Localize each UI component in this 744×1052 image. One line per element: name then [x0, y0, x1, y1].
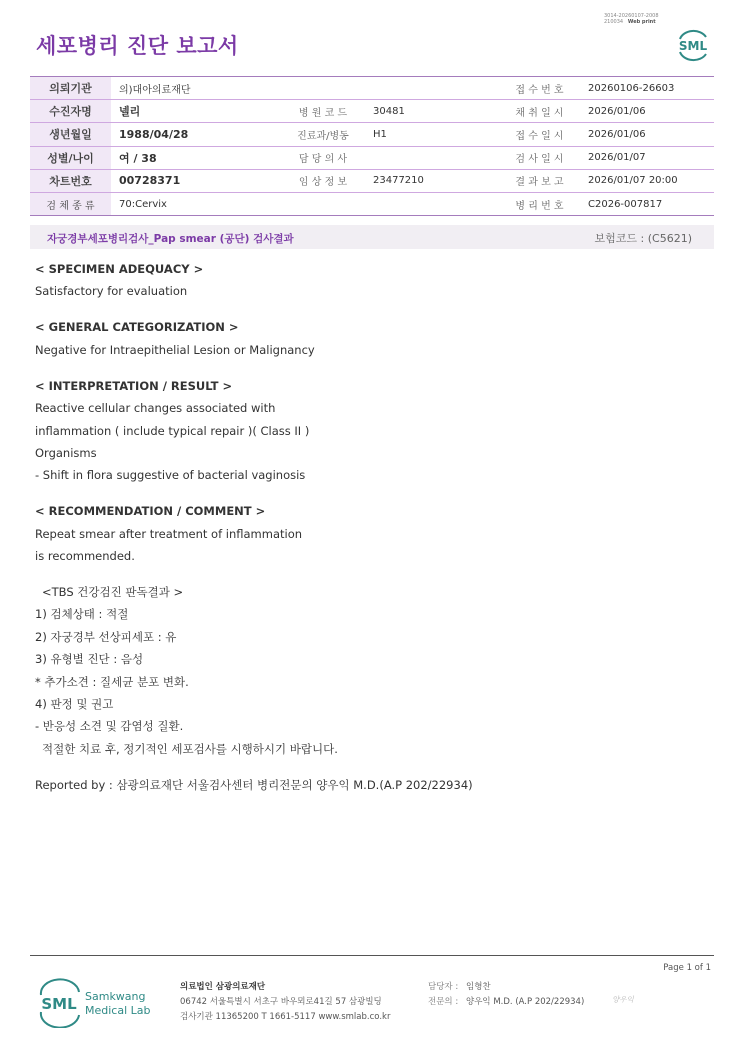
report-title: 세포병리 진단 보고서: [36, 34, 239, 58]
value-specimen-type: 70:Cervix: [111, 192, 281, 215]
tbs-heading: <TBS 건강검진 판독결과 >: [42, 585, 184, 600]
value-sex-age: 여 / 38: [111, 146, 281, 169]
label-birth-date: 생년월일: [30, 123, 111, 146]
adequacy-heading: < SPECIMEN ADEQUACY >: [35, 262, 204, 276]
info-row: [30, 146, 714, 169]
value-empty: [365, 77, 499, 100]
category-text: Negative for Intraepithelial Lesion or Malignancy: [35, 342, 315, 357]
label-receipt-no: 접 수 번 호: [499, 77, 580, 100]
interpretation-heading: < INTERPRETATION / RESULT >: [35, 378, 233, 393]
adequacy-text: Satisfactory for evaluation: [35, 284, 188, 299]
label-sex-age: 성별/나이: [30, 146, 111, 169]
logo-text: SML: [678, 39, 708, 53]
info-row: [30, 169, 714, 192]
tbs-line: 2) 자궁경부 선상피세포 : 유: [35, 629, 177, 644]
footer-brand-line2: Medical Lab: [85, 1004, 151, 1017]
label-pathology-no: 병 리 번 호: [499, 192, 580, 215]
label-patient-name: 수진자명: [30, 100, 111, 123]
web-print-label: Web print: [627, 19, 656, 25]
label-clinical-info: 임 상 정 보: [281, 169, 365, 192]
value-result-report: 2026/01/07 20:00: [580, 169, 714, 192]
value-clinical-info: 23477210: [365, 169, 499, 192]
print-meta-code: 210034: [604, 19, 624, 25]
value-receipt-no: 20260106-26603: [580, 77, 714, 100]
footer-logo-icon: [37, 978, 167, 1028]
value-requester: 의)대아의료재단: [111, 77, 281, 100]
label-department: 진료과/병동: [281, 123, 365, 146]
info-row: [30, 192, 714, 215]
recommendation-heading: < RECOMMENDATION / COMMENT >: [35, 504, 266, 519]
label-requester: 의뢰기관: [30, 77, 111, 100]
label-hospital-code: 병 원 코 드: [281, 100, 365, 123]
tbs-line: 적절한 치료 후, 정기적인 세포검사를 시행하시기 바랍니다.: [42, 741, 338, 756]
label-specimen-type: 검 체 종 류: [30, 192, 111, 215]
value-department: H1: [365, 123, 499, 146]
footer-specialist-row: [428, 995, 584, 1010]
interpretation-line: - Shift in flora suggestive of bacterial vaginosis: [35, 468, 306, 483]
recommendation-line: is recommended.: [35, 549, 135, 564]
label-doctor: 담 당 의 사: [281, 146, 365, 169]
footer-manager-label: 담당자 :: [428, 982, 459, 992]
footer-org: 의료법인 삼광의료재단: [180, 982, 266, 992]
value-birth-date: 1988/04/28: [111, 123, 281, 146]
info-row: [30, 100, 714, 123]
value-hospital-code: 30481: [365, 100, 499, 123]
page-number: Page 1 of 1: [663, 963, 711, 973]
footer-specialist: 양우익 M.D. (A.P 202/22934): [466, 997, 585, 1007]
sml-logo-icon: [674, 28, 712, 62]
interpretation-line: Organisms: [35, 445, 97, 460]
value-chart-no: 00728371: [111, 169, 281, 192]
value-test-date: 2026/01/07: [580, 146, 714, 169]
value-collection-date: 2026/01/06: [580, 100, 714, 123]
label-result-report: 결 과 보 고: [499, 169, 580, 192]
info-row: [30, 123, 714, 146]
footer-address: 06742 서울특별시 서초구 바우뫼로41길 57 삼광빌딩: [180, 997, 382, 1007]
label-empty: [281, 77, 365, 100]
tbs-line: 1) 검체상태 : 적절: [35, 607, 129, 622]
test-section-title: 자궁경부세포병리검사_Pap smear (공단) 검사결과: [47, 233, 294, 245]
insurance-code: 보험코드 : (C5621): [594, 232, 692, 245]
footer-specialist-label: 전문의 :: [428, 997, 459, 1007]
label-chart-no: 차트번호: [30, 169, 111, 192]
reported-by: Reported by : 삼광의료재단 서울검사센터 병리전문의 양우익 M.D.(A.P 202/22934): [35, 777, 473, 792]
tbs-line: * 추가소견 : 질세균 분포 변화.: [35, 674, 189, 689]
footer-staff-info: [428, 980, 584, 1010]
label-empty: [281, 192, 365, 215]
tbs-line: - 반응성 소견 및 감염성 질환.: [35, 719, 184, 734]
interpretation-line: inflammation ( include typical repair )( Class II ): [35, 423, 310, 438]
recommendation-line: Repeat smear after treatment of inflammation: [35, 526, 303, 541]
footer-logo-text: SML: [41, 995, 77, 1013]
value-pathology-no: C2026-007817: [580, 192, 714, 215]
tbs-line: 3) 유형별 진단 : 음성: [35, 652, 144, 667]
test-section-header: [30, 225, 714, 249]
print-meta-id: 3014-20260107-2008: [604, 13, 659, 19]
footer-manager-row: [428, 980, 584, 995]
label-receipt-date: 접 수 일 시: [499, 123, 580, 146]
label-collection-date: 채 취 일 시: [499, 100, 580, 123]
footer-brand-line1: Samkwang: [85, 990, 146, 1003]
value-receipt-date: 2026/01/06: [580, 123, 714, 146]
value-empty: [365, 192, 499, 215]
value-patient-name: 넬리: [111, 100, 281, 123]
tbs-line: 4) 판정 및 권고: [35, 697, 114, 712]
info-row: [30, 77, 714, 100]
patient-info-table: [30, 76, 714, 216]
label-test-date: 검 사 일 시: [499, 146, 580, 169]
report-body: [35, 262, 695, 800]
print-meta-line2: [604, 19, 659, 25]
signature: 양우익: [612, 995, 634, 1004]
print-meta: [604, 13, 659, 25]
footer-divider: [30, 955, 714, 956]
footer-manager: 임형찬: [466, 982, 491, 992]
footer-org-info: [180, 980, 390, 1025]
category-heading: < GENERAL CATEGORIZATION >: [35, 320, 239, 335]
value-doctor: [365, 146, 499, 169]
interpretation-line: Reactive cellular changes associated with: [35, 401, 276, 416]
footer-contact: 검사기관 11365200 T 1661-5117 www.smlab.co.kr: [180, 1012, 391, 1022]
